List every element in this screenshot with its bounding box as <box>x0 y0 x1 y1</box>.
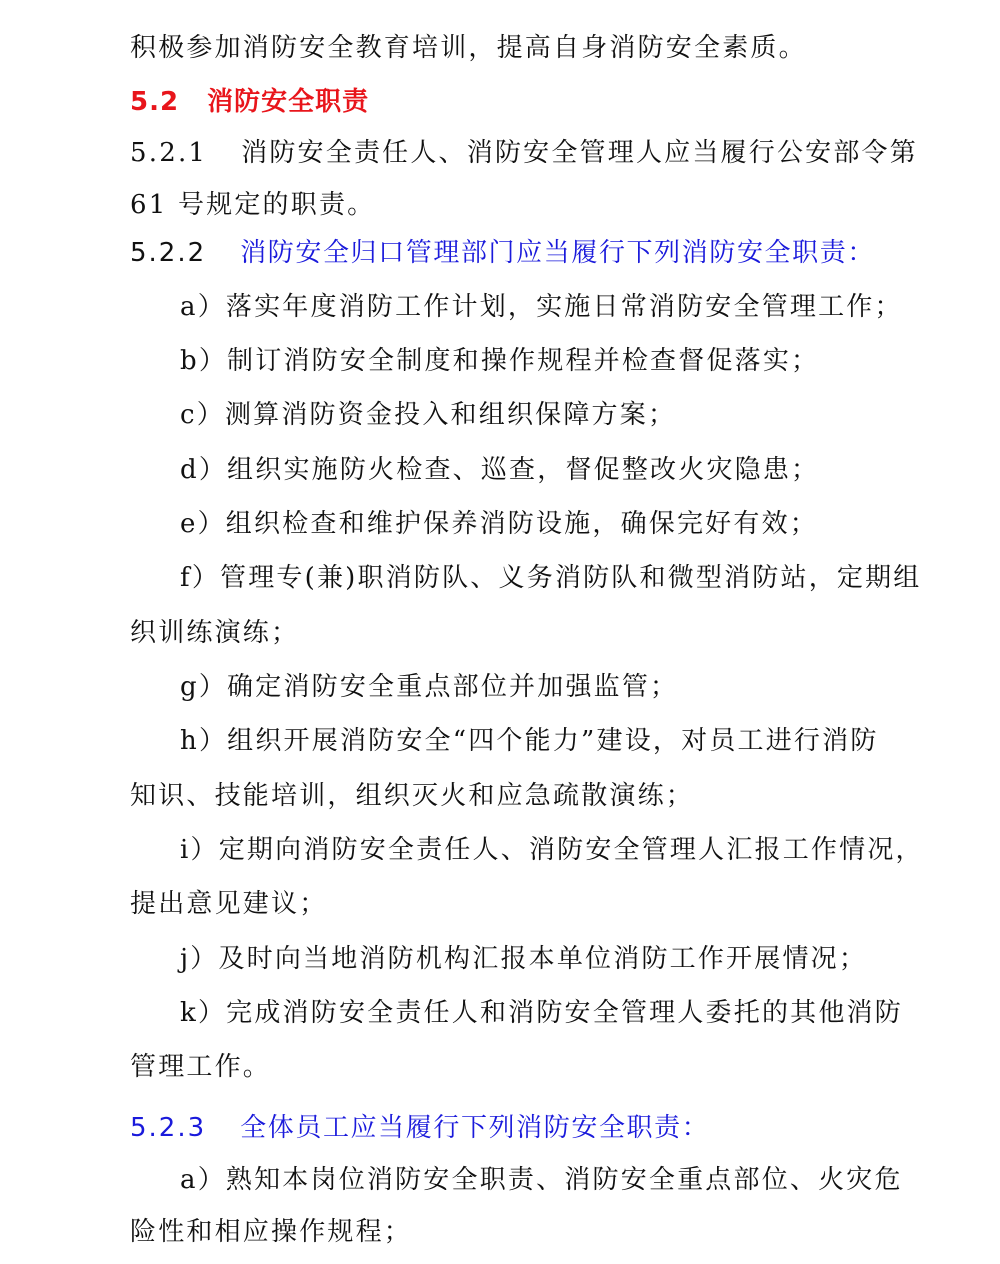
list-item-i-line2: 提出意见建议； <box>130 889 328 919</box>
section-5-2-1-line1 <box>130 133 918 173</box>
list-item-h-line1: h）组织开展消防安全“四个能力”建设，对员工进行消防 <box>180 726 879 756</box>
section-5-2-1-line2: 61 号规定的职责。 <box>130 190 376 220</box>
section-number: 5.2.2 <box>130 238 207 268</box>
section-title: 全体员工应当履行下列消防安全职责： <box>240 1113 710 1143</box>
section-number: 5.2.1 <box>130 138 208 168</box>
list-item-523-a-line1: a）熟知本岗位消防安全职责、消防安全重点部位、火灾危 <box>180 1165 903 1195</box>
list-item-h-line2: 知识、技能培训，组织灭火和应急疏散演练； <box>130 781 695 811</box>
list-item-523-a-line2: 险性和相应操作规程； <box>130 1217 413 1247</box>
list-item-g: g）确定消防安全重点部位并加强监管； <box>180 672 679 702</box>
list-item-i-line1: i）定期向消防安全责任人、消防安全管理人汇报工作情况， <box>180 835 924 865</box>
intro-tail-line: 积极参加消防安全教育培训，提高自身消防安全素质。 <box>130 33 807 63</box>
section-title: 消防安全职责 <box>207 87 370 117</box>
paragraph-text: 消防安全责任人、消防安全管理人应当履行公安部令第 <box>241 138 918 168</box>
section-5-2-3-heading <box>130 1108 890 1148</box>
list-item-f-line1: f）管理专(兼)职消防队、义务消防队和微型消防站，定期组 <box>180 563 922 593</box>
list-item-b: b）制订消防安全制度和操作规程并检查督促落实； <box>180 346 820 376</box>
section-5-2-heading <box>130 82 890 122</box>
list-item-f-line2: 织训练演练； <box>130 618 300 648</box>
list-item-e: e）组织检查和维护保养消防设施，确保完好有效； <box>180 509 818 539</box>
section-number: 5.2 <box>130 87 180 117</box>
section-title: 消防安全归口管理部门应当履行下列消防安全职责： <box>240 238 875 268</box>
list-item-j: j）及时向当地消防机构汇报本单位消防工作开展情况； <box>180 944 868 974</box>
list-item-c: c）测算消防资金投入和组织保障方案； <box>180 400 677 430</box>
list-item-k-line2: 管理工作。 <box>130 1052 272 1082</box>
list-item-k-line1: k）完成消防安全责任人和消防安全管理人委托的其他消防 <box>180 998 903 1028</box>
list-item-a: a）落实年度消防工作计划，实施日常消防安全管理工作； <box>180 292 903 322</box>
list-item-d: d）组织实施防火检查、巡查，督促整改火灾隐患； <box>180 455 820 485</box>
section-number: 5.2.3 <box>130 1113 207 1143</box>
section-5-2-2-heading <box>130 233 890 273</box>
